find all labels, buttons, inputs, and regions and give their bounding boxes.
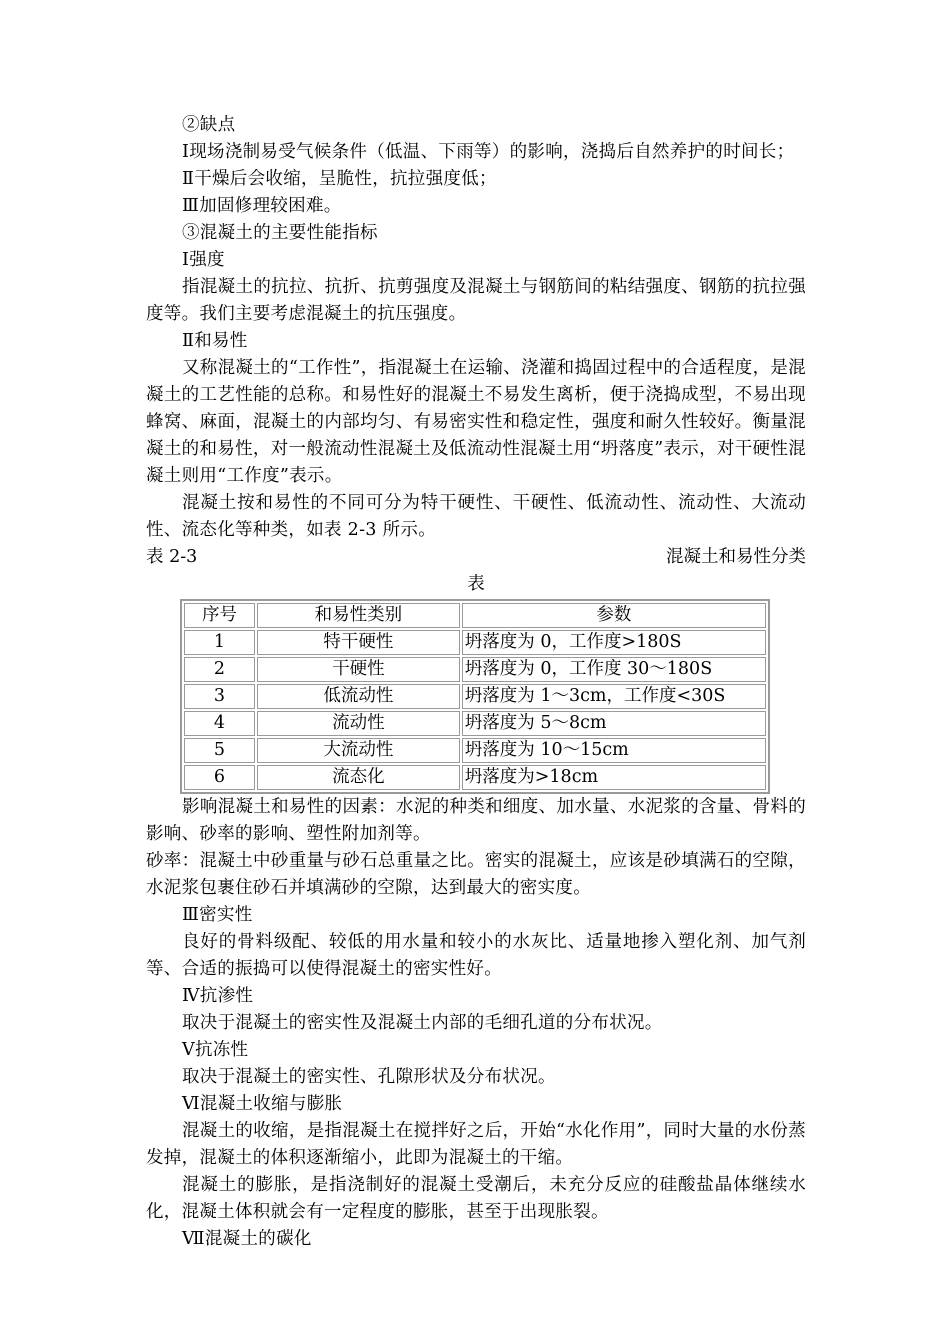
paragraph: 取决于混凝土的密实性、孔隙形状及分布状况。 [182, 1067, 556, 1087]
table-title-continued: 表 [467, 574, 485, 594]
paragraph: 混凝土按和易性的不同可分为特干硬性、干硬性、低流动性、流动性、大流动性、流态化等种类，如表 2-3 所示。 [146, 493, 806, 540]
paragraph: 指混凝土的抗拉、抗折、抗剪强度及混凝土与钢筋间的粘结强度、钢筋的抗拉强度等。我们主要考虑混凝土的抗压强度。 [146, 277, 806, 324]
table-cell: 3 [184, 684, 255, 709]
section-heading: ③混凝土的主要性能指标 [182, 223, 378, 243]
table-label: 表 2-3 [146, 547, 198, 567]
table-cell: 坍落度为 10～15cm [462, 738, 766, 763]
paragraph: 影响混凝土和易性的因素：水泥的种类和细度、加水量、水泥浆的含量、骨料的影响、砂率的影响、塑性附加剂等。 [146, 797, 806, 844]
table-row [184, 630, 766, 655]
subsection-heading: Ⅱ和易性 [182, 331, 248, 351]
paragraph: Ⅰ现场浇制易受气候条件（低温、下雨等）的影响，浇捣后自然养护的时间长； [182, 142, 795, 162]
table-caption [146, 544, 806, 571]
table-cell: 4 [184, 711, 255, 736]
header-cell: 序号 [184, 603, 255, 628]
paragraph: ②缺点 [182, 115, 236, 135]
paragraph: 砂率：混凝土中砂重量与砂石总重量之比。密实的混凝土，应该是砂填满石的空隙，水泥浆包裹住砂石并填满砂的空隙，达到最大的密实度。 [146, 851, 806, 898]
table-header-row [184, 603, 766, 628]
table-cell: 干硬性 [257, 657, 460, 682]
table-cell: 坍落度为 0，工作度 30～180S [462, 657, 766, 682]
document-page [146, 112, 806, 1253]
table-cell: 坍落度为 5～8cm [462, 711, 766, 736]
paragraph: 取决于混凝土的密实性及混凝土内部的毛细孔道的分布状况。 [182, 1013, 663, 1033]
table-cell: 坍落度为 1～3cm，工作度<30S [462, 684, 766, 709]
header-cell: 和易性类别 [257, 603, 460, 628]
subsection-heading: Ⅴ抗冻性 [182, 1040, 249, 1060]
table-cell: 5 [184, 738, 255, 763]
paragraph: 混凝土的膨胀，是指浇制好的混凝土受潮后，未充分反应的硅酸盐晶体继续水化，混凝土体积就会有一定程度的膨胀，甚至于出现胀裂。 [146, 1175, 806, 1222]
subsection-heading: Ⅵ混凝土收缩与膨胀 [182, 1094, 343, 1114]
paragraph: 又称混凝土的“工作性”，指混凝土在运输、浇灌和捣固过程中的合适程度，是混凝土的工艺性能的总称。和易性好的混凝土不易发生离析，便于浇捣成型，不易出现蜂窝、麻面，混凝土的内部均匀、有易密实性和稳定性，强度和耐久性较好。衡量混凝土的和易性，对一般流动性混凝土及低流动性混凝土用“坍落度”表示，对干硬性混凝土则用“工作度”表示。 [146, 358, 806, 486]
paragraphs-after [146, 794, 806, 1253]
table-cell: 流动性 [257, 711, 460, 736]
paragraph: 混凝土的收缩，是指混凝土在搅拌好之后，开始“水化作用”，同时大量的水份蒸发掉，混凝土的体积逐渐缩小，此即为混凝土的干缩。 [146, 1121, 806, 1168]
table-row [184, 684, 766, 709]
table-title: 混凝土和易性分类 [666, 547, 806, 567]
table-cell: 2 [184, 657, 255, 682]
header-cell: 参数 [462, 603, 766, 628]
table-row [184, 711, 766, 736]
paragraph: 良好的骨料级配、较低的用水量和较小的水灰比、适量地掺入塑化剂、加气剂等、合适的振捣可以使得混凝土的密实性好。 [146, 932, 806, 979]
paragraph: Ⅱ干燥后会收缩，呈脆性，抗拉强度低； [182, 169, 497, 189]
table-cell: 坍落度为>18cm [462, 765, 766, 790]
table-cell: 6 [184, 765, 255, 790]
table-row [184, 765, 766, 790]
table-cell: 1 [184, 630, 255, 655]
table-cell: 流态化 [257, 765, 460, 790]
paragraph: Ⅲ加固修理较困难。 [182, 196, 342, 216]
table-cell: 大流动性 [257, 738, 460, 763]
subsection-heading: Ⅲ密实性 [182, 905, 253, 925]
table-row [184, 657, 766, 682]
table-cell: 特干硬性 [257, 630, 460, 655]
subsection-heading: Ⅶ混凝土的碳化 [182, 1229, 312, 1249]
table-cell: 坍落度为 0，工作度>180S [462, 630, 766, 655]
classification-table [180, 599, 770, 794]
table-cell: 低流动性 [257, 684, 460, 709]
subsection-heading: Ⅰ强度 [182, 250, 225, 270]
subsection-heading: Ⅳ抗渗性 [182, 986, 254, 1006]
paragraphs-before [146, 112, 806, 544]
table-row [184, 738, 766, 763]
